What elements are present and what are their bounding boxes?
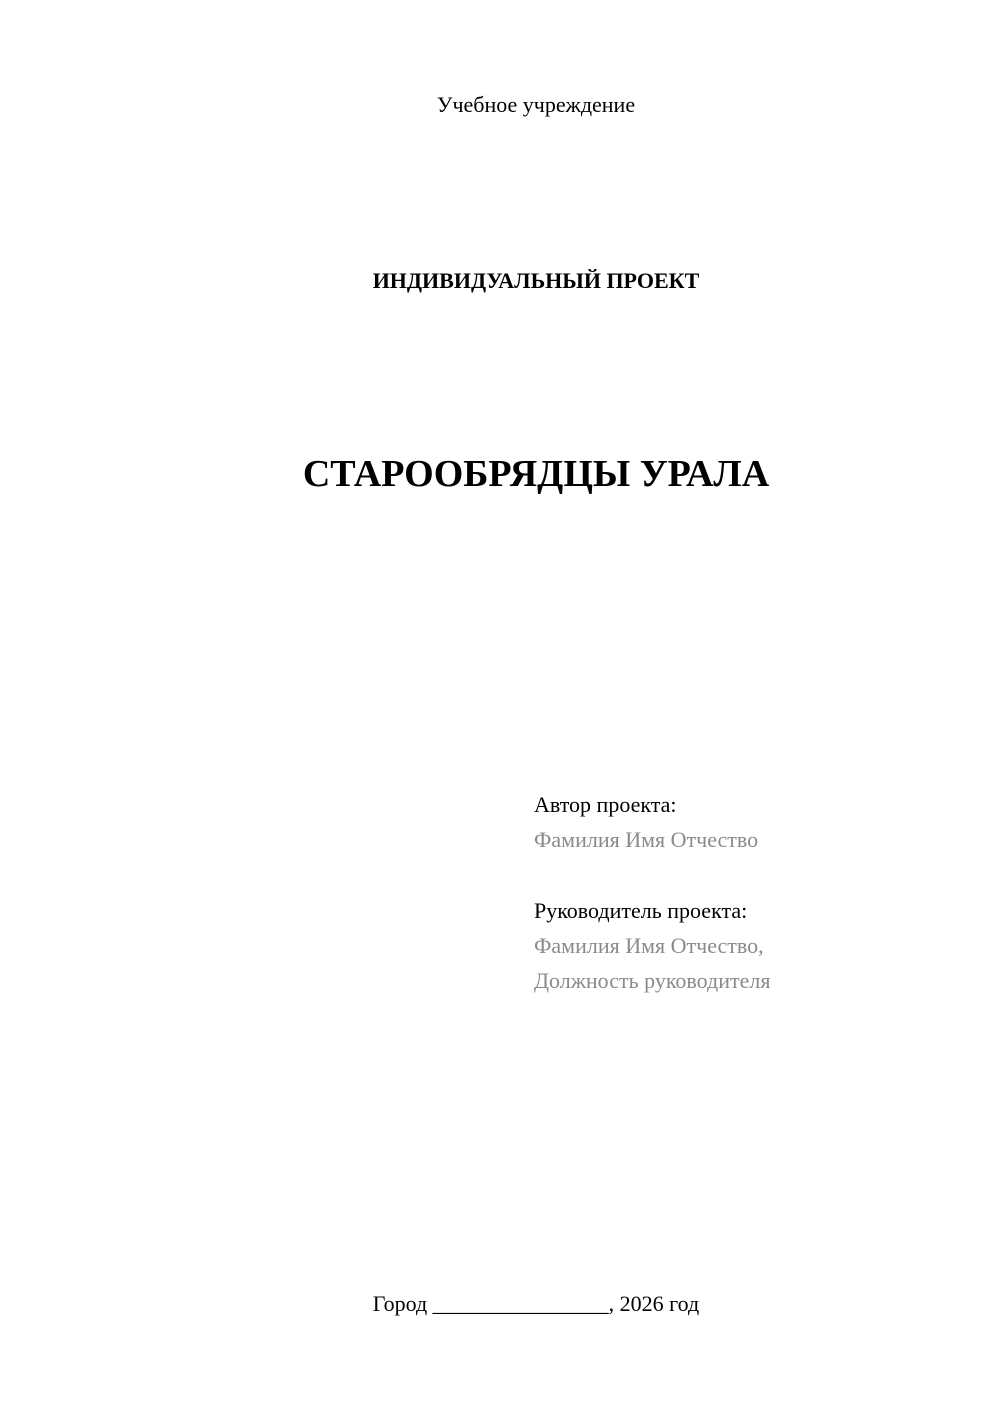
author-label: Автор проекта: — [534, 792, 677, 817]
supervisor-label: Руководитель проекта: — [534, 898, 748, 923]
credits-spacer — [534, 857, 974, 893]
city-year-line: Город ________________, 2026 год — [372, 1291, 700, 1316]
author-name-placeholder: Фамилия Имя Отчество — [534, 827, 759, 852]
document-title: СТАРООБРЯДЦЫ УРАЛА — [302, 453, 770, 495]
supervisor-name-placeholder: Фамилия Имя Отчество, — [534, 933, 764, 958]
supervisor-position-placeholder: Должность руководителя — [534, 968, 771, 993]
project-credits — [534, 787, 974, 998]
institution-name: Учебное учреждение — [436, 92, 636, 117]
document-type: ИНДИВИДУАЛЬНЫЙ ПРОЕКТ — [372, 268, 700, 293]
